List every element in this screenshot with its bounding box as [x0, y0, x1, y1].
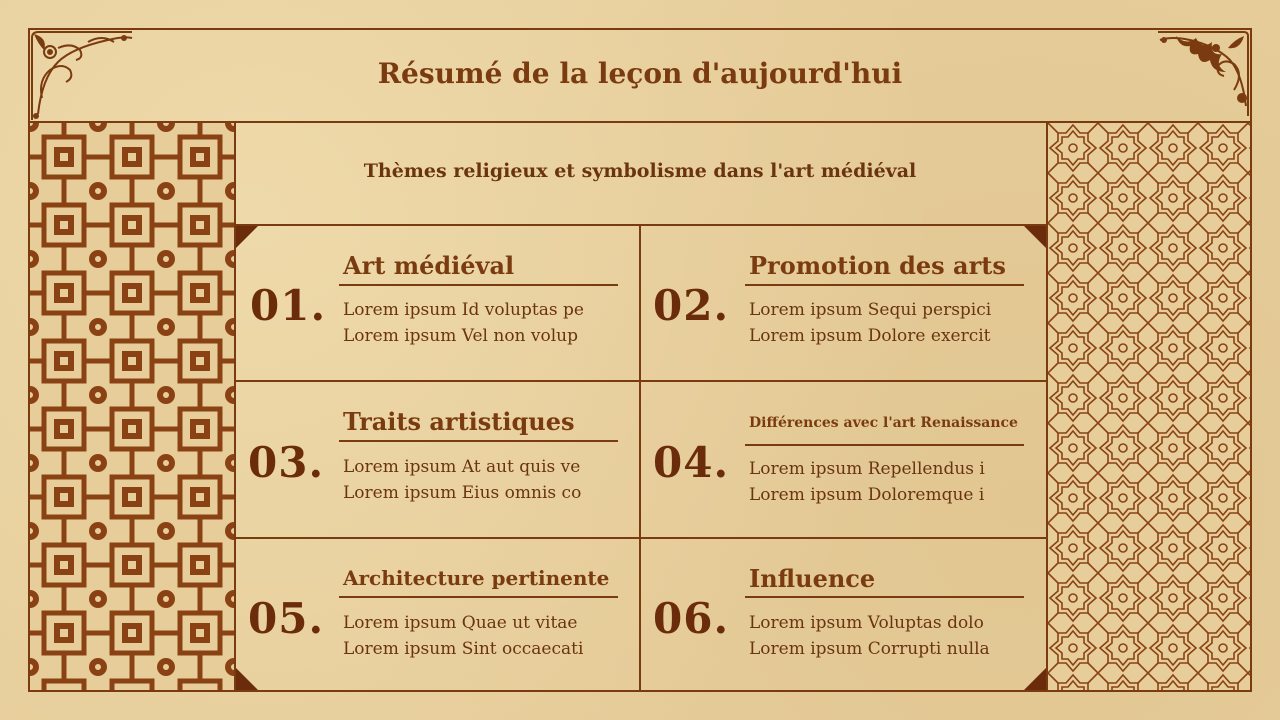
topic-number: 03. — [248, 438, 325, 487]
topic-text-line: Lorem ipsum Dolore exercit — [749, 326, 991, 346]
heading-underline — [745, 284, 1024, 286]
topic-number: 06. — [653, 594, 730, 643]
grid-top-border — [236, 224, 1046, 226]
topic-text-line: Lorem ipsum Doloremque i — [749, 485, 985, 505]
topic-text-line: Lorem ipsum Id voluptas pe — [343, 300, 584, 320]
grid-column-divider — [639, 224, 641, 690]
topic-text-line: Lorem ipsum At aut quis ve — [343, 457, 581, 477]
topic-heading: Influence — [749, 564, 876, 593]
header-divider — [28, 121, 1252, 123]
heading-underline — [339, 596, 618, 598]
topic-text-line: Lorem ipsum Sequi perspici — [749, 300, 992, 320]
topic-text-line: Lorem ipsum Quae ut vitae — [343, 613, 578, 633]
topic-text-line: Lorem ipsum Voluptas dolo — [749, 613, 984, 633]
topic-heading: Traits artistiques — [343, 407, 575, 436]
topic-text-line: Lorem ipsum Vel non volup — [343, 326, 579, 346]
corner-triangle-decoration — [236, 668, 258, 690]
topic-text-line: Lorem ipsum Corrupti nulla — [749, 639, 990, 659]
heading-underline — [339, 284, 618, 286]
topic-text-line: Lorem ipsum Sint occaecati — [343, 639, 584, 659]
topic-heading: Différences avec l'art Renaissance — [749, 415, 1018, 431]
heading-underline — [745, 596, 1024, 598]
topic-heading: Promotion des arts — [749, 251, 1006, 280]
topic-number: 02. — [653, 281, 730, 330]
subtitle: Thèmes religieux et symbolisme dans l'art médiéval — [363, 160, 917, 182]
topic-number: 04. — [653, 438, 730, 487]
grid-row-divider — [236, 380, 1046, 382]
corner-triangle-decoration — [1024, 668, 1046, 690]
heading-underline — [745, 444, 1024, 446]
topic-text-line: Lorem ipsum Repellendus i — [749, 459, 985, 479]
corner-triangle-decoration — [1024, 226, 1046, 248]
corner-triangle-decoration — [236, 226, 258, 248]
topic-text-line: Lorem ipsum Eius omnis co — [343, 483, 582, 503]
page-title: Résumé de la leçon d'aujourd'hui — [377, 57, 903, 90]
topic-heading: Architecture pertinente — [343, 566, 610, 590]
grid-row-divider — [236, 537, 1046, 539]
topic-heading: Art médiéval — [343, 251, 515, 280]
heading-underline — [339, 440, 618, 442]
topic-number: 01. — [250, 281, 327, 330]
topic-number: 05. — [248, 594, 325, 643]
